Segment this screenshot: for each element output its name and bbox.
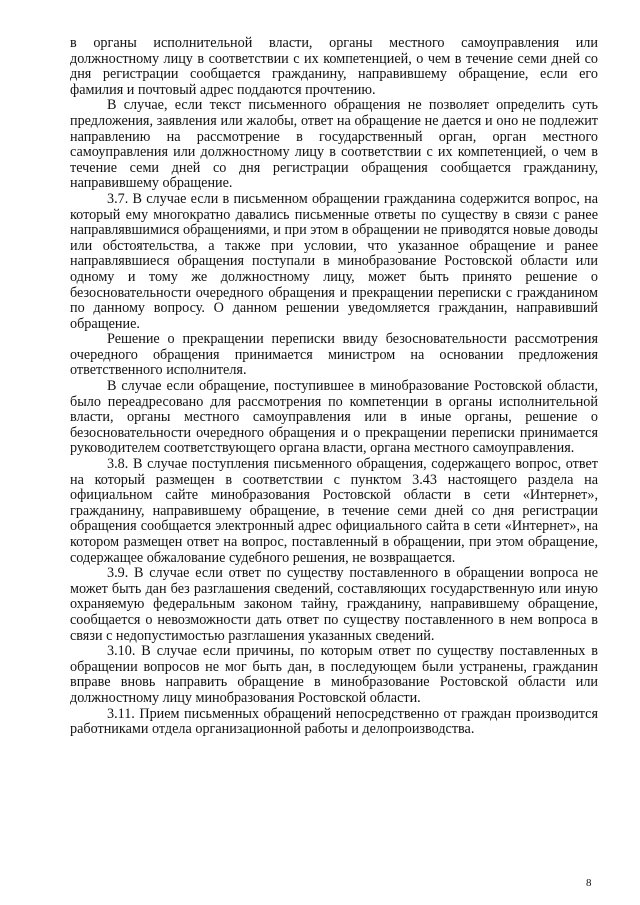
paragraph-clause-3-11: 3.11. Прием письменных обращений непосредственно от граждан производится работниками отдела организационной работы и делопроизводства. xyxy=(70,705,598,738)
paragraph-unreadable-text: В случае, если текст письменного обращения не позволяет определить суть предложения, заявления или жалобы, ответ на обращение не дается и оно не подлежит направлению на рассмотрение в государственный орган, орган местного самоуправления или должностному лицу в соответствии с их компетенцией, о чем в течение семи дней со дня регистрации обращения сообщается гражданину, направившему обращение. xyxy=(70,97,598,192)
paragraph-clause-3-8: 3.8. В случае поступления письменного обращения, содержащего вопрос, ответ на который размещен в соответствии с пунктом 3.43 настоящего раздела на официальном сайте минобразования Ростовской области в сети «Интернет», гражданину, направившему обращение, в течение семи дней со дня регистрации обращения сообщается электронный адрес официального сайта в сети «Интернет», на котором размещен ответ на вопрос, поставленный в обращении, при этом обращение, содержащее обжалование судебного решения, не возвращается. xyxy=(70,456,598,566)
paragraph-clause-3-9: 3.9. В случае если ответ по существу поставленного в обращении вопроса не может быть дан без разглашения сведений, составляющих государственную или иную охраняемую федеральным законом тайну, гражданину, направившему обращение, сообщается о невозможности дать ответ по существу поставленного в нем вопроса в связи с недопустимостью разглашения указанных сведений. xyxy=(70,565,598,644)
document-body xyxy=(70,36,598,738)
paragraph-clause-3-7: 3.7. В случае если в письменном обращении гражданина содержится вопрос, на который ему многократно давались письменные ответы по существу в связи с ранее направлявшимися обращениями, и при этом в обращении не приводятся новые доводы или обстоятельства, а также при условии, что указанное обращение и ранее направлявшиеся обращения поступали в минобразование Ростовской области или одному и тому же должностному лицу, может быть принято решение о безосновательности очередного обращения и прекращении переписки с гражданином по данному вопросу. О данном решении уведомляется гражданин, направивший обращение. xyxy=(70,190,598,332)
page-number: 8 xyxy=(586,877,592,889)
paragraph-clause-3-10: 3.10. В случае если причины, по которым ответ по существу поставленных в обращении вопросов не мог быть дан, в последующем были устранены, гражданин вправе вновь направить обращение в минобразование Ростовской области или должностному лицу минобразования Ростовской области. xyxy=(70,643,598,706)
paragraph-redirected-appeal: В случае если обращение, поступившее в минобразование Ростовской области, было переадресовано для рассмотрения по компетенции в органы исполнительной власти, органы местного самоуправления или в иные органы, решение о безосновательности очередного обращения и о прекращении переписки принимается руководителем соответствующего органа власти, органа местного самоуправления. xyxy=(70,378,598,457)
paragraph-continuation: в органы исполнительной власти, органы местного самоуправления или должностному лицу в соответствии с их компетенцией, о чем в течение семи дней со дня регистрации сообщается гражданину, направившему обращение, если его фамилия и почтовый адрес поддаются прочтению. xyxy=(70,35,598,98)
paragraph-termination-decision: Решение о прекращении переписки ввиду безосновательности рассмотрения очередного обращения принимается министром на основании предложения ответственного исполнителя. xyxy=(70,331,598,379)
